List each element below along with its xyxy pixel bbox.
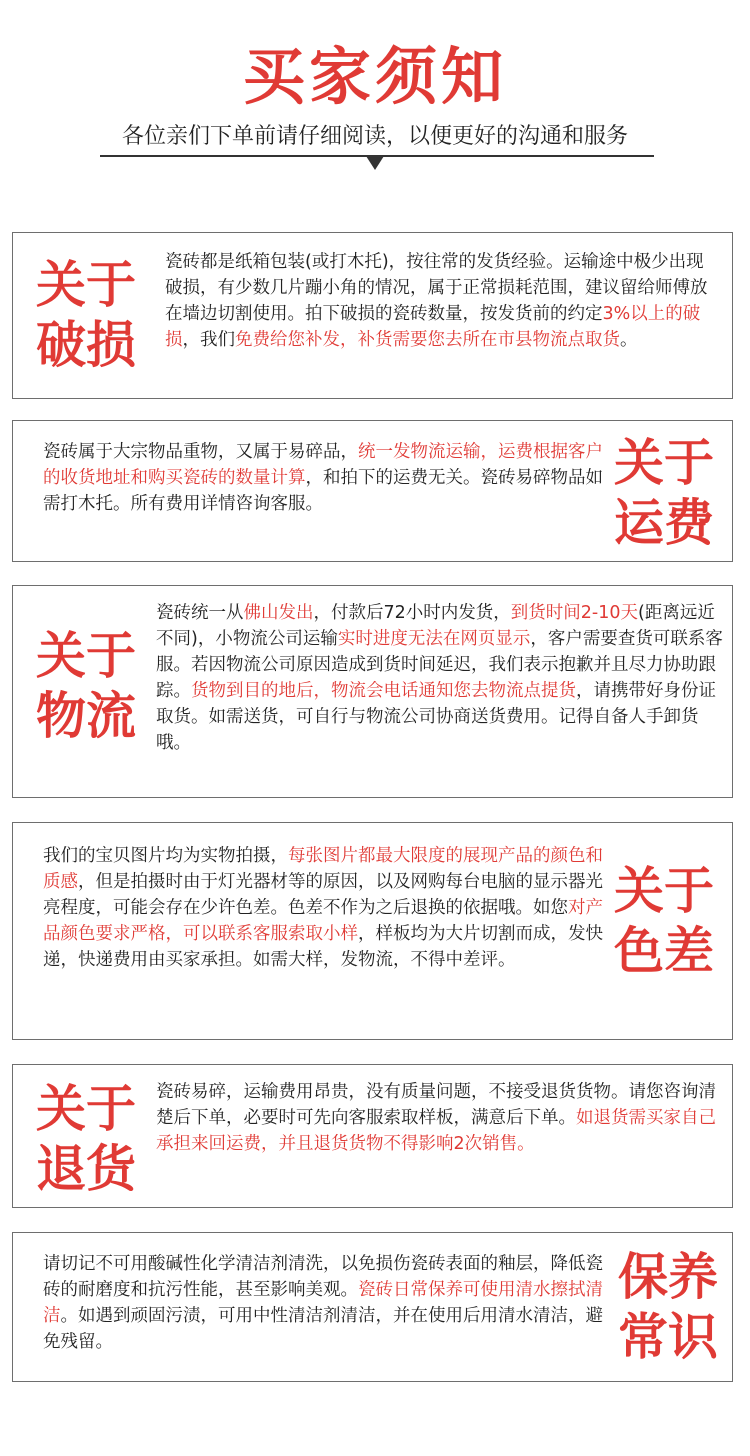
section-title-line: 关于: [614, 433, 714, 492]
section-title: [31, 626, 141, 746]
section-logistics: [12, 585, 733, 798]
body-text: 瓷砖都是纸箱包装(或打木托)，按往常的发货经验。运输途中极少出现破损，有少数几片蹦小角的情况，属于正常损耗范围，建议留给师傅放在墙边切割使用。拍下破损的瓷砖数量，按发货前的约定: [165, 252, 708, 324]
section-title: [613, 1247, 723, 1367]
highlighted-text: 到货时间2-10天: [510, 603, 638, 623]
section-body: [43, 439, 603, 517]
section-body: [43, 843, 603, 973]
section-body: [156, 1079, 721, 1157]
body-text: ，客户需要查货可联系客服。若因物流公司原因造成到货时间延迟，我们表示抱歉并且尽力协助跟踪。: [156, 629, 723, 701]
section-damage: [12, 232, 733, 399]
section-title-line: 物流: [36, 686, 136, 745]
page-title: 买家须知: [242, 40, 507, 113]
section-maintenance: [12, 1232, 733, 1382]
section-title: [31, 255, 141, 375]
body-text: 。: [620, 330, 638, 350]
section-title-line: 保养: [618, 1247, 718, 1306]
section-title-line: 色差: [614, 921, 714, 980]
section-title-line: 关于: [36, 1079, 136, 1138]
section-returns: [12, 1064, 733, 1208]
section-title-line: 退货: [36, 1139, 136, 1198]
section-title: [609, 433, 719, 553]
highlighted-text: 统一发物流运输，运费根据客户的收货地址和购买瓷砖的数量计算: [43, 442, 603, 488]
down-arrow-icon: [366, 156, 384, 170]
section-shipping-fee: [12, 420, 733, 562]
section-body: [43, 1251, 603, 1355]
highlighted-text: 每张图片都最大限度的展现产品的颜色和质感: [43, 846, 603, 892]
page-subtitle: 各位亲们下单前请仔细阅读，以便更好的沟通和服务: [121, 124, 628, 149]
body-text: 。如遇到顽固污渍，可用中性清洁剂清洁，并在使用后用清水清洁，避免残留。: [43, 1306, 603, 1352]
body-text: ，但是拍摄时由于灯光器材等的原因，以及网购每台电脑的显示器光亮程度，可能会存在少许色差。色差不作为之后退换的依据哦。如您: [43, 872, 603, 918]
body-text: 我们的宝贝图片均为实物拍摄，: [43, 846, 288, 866]
highlighted-text: 佛山发出: [243, 603, 314, 623]
highlighted-text: 3%以上的破损: [165, 304, 701, 350]
body-text: ，付款后72小时内发货，: [313, 603, 511, 623]
section-title-line: 关于: [614, 861, 714, 920]
highlighted-text: 瓷砖日常保养可使用清水擦拭清洁: [43, 1280, 603, 1326]
section-title-line: 破损: [36, 315, 136, 374]
section-title: [31, 1079, 141, 1199]
section-color-difference: [12, 822, 733, 1040]
highlighted-text: 如退货需买家自己承担来回运费，并且退货货物不得影响2次销售。: [156, 1108, 716, 1154]
body-text: ，我们: [182, 330, 235, 350]
highlighted-text: 实时进度无法在网页显示: [337, 629, 531, 649]
body-text: 瓷砖易碎，运输费用昂贵，没有质量问题，不接受退货货物。请您咨询清楚后下单，必要时可先向客服索取样板，满意后下单。: [156, 1082, 716, 1128]
section-title-line: 关于: [36, 626, 136, 685]
highlighted-text: 货物到目的地后，物流会电话通知您去物流点提货: [191, 681, 576, 701]
section-body: [156, 600, 724, 756]
section-title-line: 运费: [614, 493, 714, 552]
body-text: 瓷砖统一从: [156, 603, 244, 623]
section-body: [165, 249, 713, 353]
highlighted-text: 对产品颜色要求严格，可以联系客服索取小样: [43, 898, 603, 944]
section-title: [609, 861, 719, 981]
section-title-line: 常识: [618, 1307, 718, 1366]
highlighted-text: 免费给您补发，补货需要您去所在市县物流点取货: [235, 330, 620, 350]
body-text: ，和拍下的运费无关。瓷砖易碎物品如需打木托。所有费用详情咨询客服。: [43, 468, 603, 514]
body-text: ，请携带好身份证取货。如需送货，可自行与物流公司协商送货费用。记得自备人手卸货哦。: [156, 681, 716, 753]
body-text: 请切记不可用酸碱性化学清洁剂清洗，以免损伤瓷砖表面的釉层，降低瓷砖的耐磨度和抗污性能，甚至影响美观。: [43, 1254, 603, 1300]
body-text: (距离远近不同)，小物流公司运输: [156, 603, 715, 649]
body-text: 瓷砖属于大宗物品重物，又属于易碎品，: [43, 442, 358, 462]
body-text: ，样板均为大片切割而成，发快递，快递费用由买家承担。如需大样，发物流，不得中差评。: [43, 924, 603, 970]
section-title-line: 关于: [36, 255, 136, 314]
